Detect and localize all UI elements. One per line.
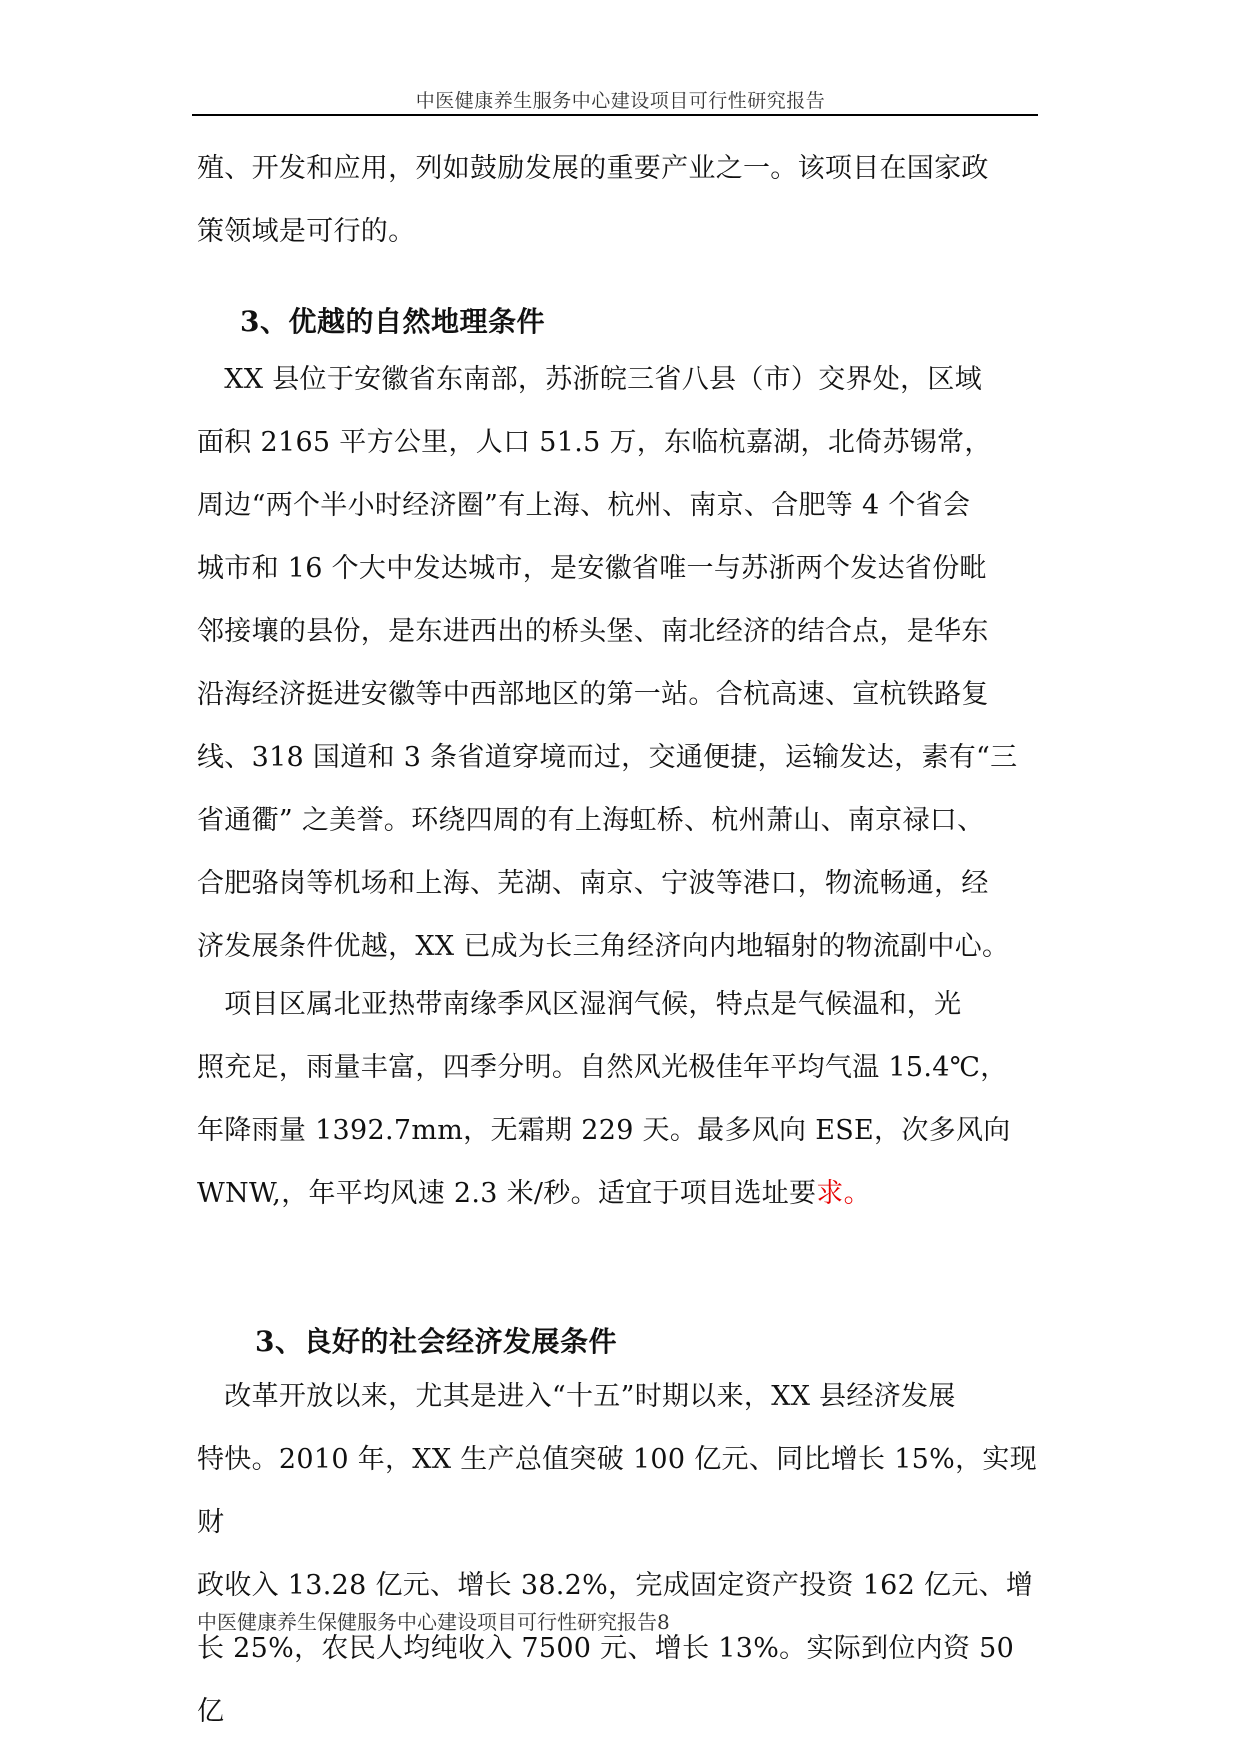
paragraph-economy — [197, 1365, 1047, 1743]
text-line: 济发展条件优越，XX 已成为长三角经济向内地辐射的物流副中心。 — [197, 931, 1010, 962]
footer-text: 中医健康养生保健服务中心建设项目可行性研究报告 — [197, 1610, 657, 1634]
text-line: 改革开放以来，尤其是进入“十五”时期以来，XX 县经济发展 — [197, 1381, 956, 1412]
text-line: 策领域是可行的。 — [197, 216, 416, 247]
text-line: 城市和 16 个大中发达城市，是安徽省唯一与苏浙两个发达省份毗 — [197, 553, 987, 584]
text-line: 邻接壤的县份，是东进西出的桥头堡、南北经济的结合点，是华东 — [197, 616, 989, 647]
text-line-last — [197, 1162, 1047, 1225]
paragraph-climate — [197, 973, 1047, 1225]
text-line: 年降雨量 1392.7mm，无霜期 229 天。最多风向 ESE，次多风向 — [197, 1115, 1011, 1146]
paragraph-policy — [197, 137, 1047, 263]
text-line: 沿海经济挺进安徽等中西部地区的第一站。合杭高速、宣杭铁路复 — [197, 679, 989, 710]
text-line: 政收入 13.28 亿元、增长 38.2%，完成固定资产投资 162 亿元、增 — [197, 1570, 1034, 1601]
text-line: 项目区属北亚热带南缘季风区湿润气候，特点是气候温和，光 — [197, 989, 962, 1020]
text-line: XX 县位于安徽省东南部，苏浙皖三省八县（市）交界处，区域 — [197, 364, 983, 395]
section-heading-natural: 3、优越的自然地理条件 — [240, 305, 545, 338]
text-line: 特快。2010 年，XX 生产总值突破 100 亿元、同比增长 15%，实现财 — [197, 1444, 1038, 1538]
page-number: 8 — [657, 1610, 670, 1634]
text-line: 照充足，雨量丰富，四季分明。自然风光极佳年平均气温 15.4℃， — [197, 1052, 1008, 1083]
highlighted-text: 求。 — [816, 1178, 871, 1209]
page-footer — [197, 1606, 670, 1635]
text-line: 周边“两个半小时经济圈”有上海、杭州、南京、合肥等 4 个省会 — [197, 490, 971, 521]
text-line: 省通衢” 之美誉。环绕四周的有上海虹桥、杭州萧山、南京禄口、 — [197, 805, 985, 836]
text-line: 合肥骆岗等机场和上海、芜湖、南京、宁波等港口，物流畅通，经 — [197, 868, 989, 899]
running-header: 中医健康养生服务中心建设项目可行性研究报告 — [415, 90, 826, 112]
text-line: 线、318 国道和 3 条省道穿境而过，交通便捷，运输发达，素有“三 — [197, 742, 1018, 773]
section-heading-economy: 3、良好的社会经济发展条件 — [255, 1325, 617, 1358]
paragraph-geography — [197, 348, 1047, 978]
text-line: 长 25%，农民人均纯收入 7500 元、增长 13%。实际到位内资 50 亿 — [197, 1633, 1015, 1727]
header-divider — [192, 114, 1038, 116]
text-segment: WNW,，年平均风速 2.3 米/秒。适宜于项目选址要 — [197, 1178, 817, 1209]
text-line: 面积 2165 平方公里，人口 51.5 万，东临杭嘉湖，北倚苏锡常， — [197, 427, 992, 458]
text-line: 殖、开发和应用，列如鼓励发展的重要产业之一。该项目在国家政 — [197, 153, 989, 184]
